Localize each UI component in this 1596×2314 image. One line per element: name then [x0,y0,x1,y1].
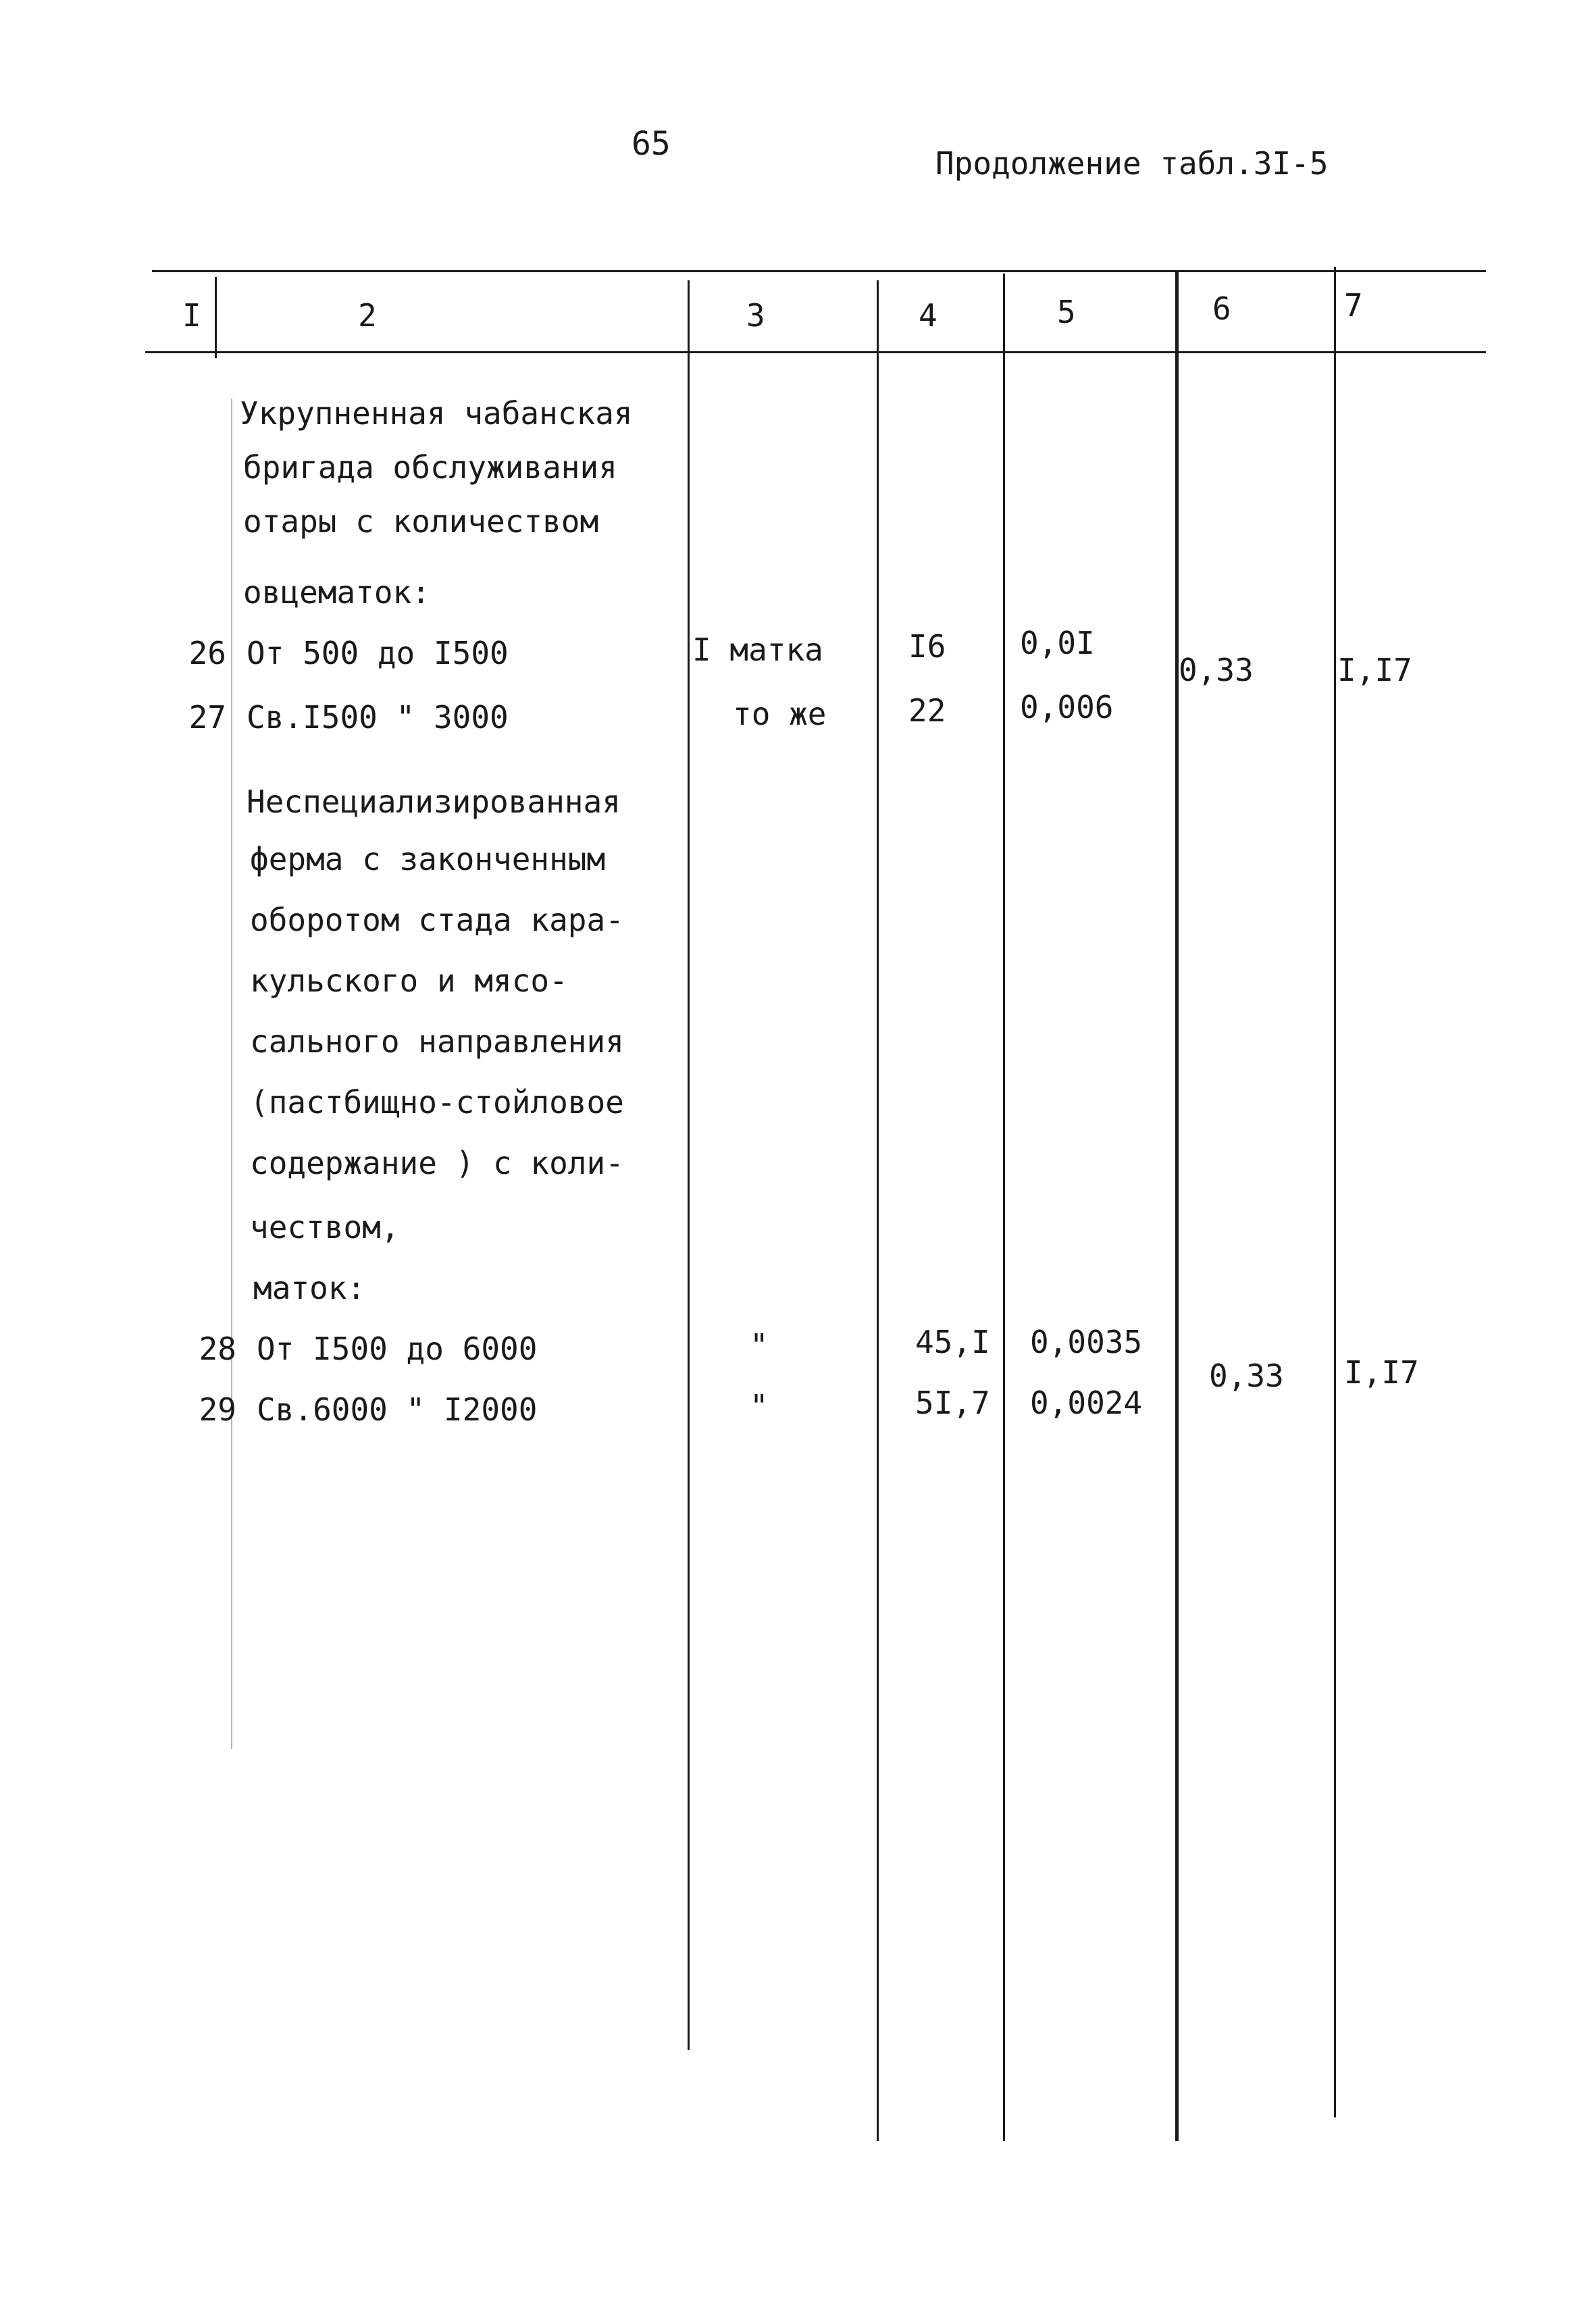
group1-col7: I,I7 [1337,652,1412,688]
table-caption: Продолжение табл.3I-5 [935,145,1329,182]
col-divider-2 [688,280,690,2050]
group2-title-line: сального направления [250,1023,624,1060]
header-col-2: 2 [358,297,377,334]
row-number: 26 [188,635,226,671]
page-number: 65 [632,125,671,163]
row-number: 27 [188,699,226,736]
group2-title-line: Неспециализированная [247,783,621,820]
row-col4: 5I,7 [915,1385,990,1421]
col-divider-5 [1175,270,1179,2141]
group2-title-line: (пастбищно-стойловое [250,1084,624,1121]
group2-col6: 0,33 [1209,1358,1284,1394]
row-col4: 22 [908,692,946,729]
row-col5: 0,006 [1020,689,1114,725]
row-col5: 0,0035 [1030,1324,1143,1360]
header-col-3: 3 [746,297,765,334]
row-name: Св.I500 " 3000 [247,699,509,736]
row-name: Св.6000 " I2000 [257,1391,538,1428]
header-col-6: 6 [1212,290,1231,327]
group2-title-line: содержание ) с коли- [250,1145,624,1181]
row-col5: 0,0024 [1030,1385,1143,1421]
group1-title-line: овцематок: [243,574,430,611]
header-col-1: I [182,297,201,334]
group2-title-line: оборотом стада кара- [250,902,624,938]
col-divider-3 [877,280,879,2141]
group1-title-line: Укрупненная чабанская [240,395,633,432]
row-unit: " [750,1388,769,1424]
row-unit: то же [733,696,827,732]
row-col4: I6 [908,628,946,665]
col-divider-1-dotted [231,398,232,1749]
header-col-7: 7 [1344,287,1363,324]
row-col4: 45,I [915,1324,990,1360]
row-number: 28 [199,1331,236,1367]
group2-title-line: маток: [253,1270,366,1306]
row-unit: " [750,1327,769,1364]
col-divider-4 [1003,274,1005,2141]
row-col5: 0,0I [1020,625,1095,661]
col-divider-6 [1334,267,1336,2117]
header-col-4: 4 [919,297,937,334]
group2-title-line: ферма с законченным [250,841,606,877]
row-number: 29 [199,1391,236,1428]
row-name: От I500 до 6000 [257,1331,538,1367]
table-top-rule [152,270,1486,272]
group1-title-line: отары с количеством [243,503,599,540]
header-col-5: 5 [1057,294,1076,330]
group2-title-line: чеством, [250,1209,400,1245]
group1-col6: 0,33 [1179,652,1254,688]
header-bottom-rule [145,351,1486,353]
group2-col7: I,I7 [1344,1354,1419,1391]
group2-title-line: кульского и мясо- [250,962,568,999]
group1-title-line: бригада обслуживания [243,449,617,486]
row-unit: I матка [692,632,823,668]
row-name: От 500 до I500 [247,635,509,671]
col-divider-1 [215,277,217,358]
